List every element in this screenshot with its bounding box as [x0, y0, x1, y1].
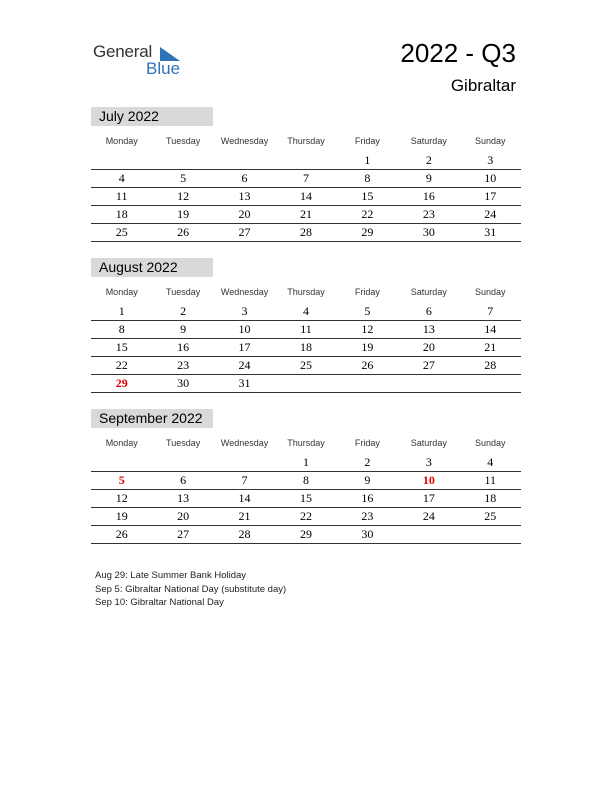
day-cell: 22	[361, 207, 374, 221]
day-cell: 24	[238, 358, 251, 372]
day-cell: 2	[425, 153, 432, 167]
weekday-label: Tuesday	[166, 135, 201, 146]
day-cell: 6	[180, 473, 187, 487]
month-title: August 2022	[91, 258, 213, 277]
day-cell: 27	[238, 225, 251, 239]
day-cell: 28	[484, 358, 497, 372]
day-cell: 29	[115, 376, 128, 390]
day-cell: 29	[299, 527, 312, 541]
day-cell: 17	[484, 189, 497, 203]
day-cell: 16	[177, 340, 190, 354]
holiday-note: Sep 5: Gibraltar National Day (substitute day)	[95, 583, 287, 595]
day-cell: 5	[364, 304, 371, 318]
week-row	[91, 357, 521, 375]
day-cell: 4	[302, 304, 309, 318]
weekday-header-row	[91, 129, 521, 152]
day-cell: 24	[422, 509, 435, 523]
week-row	[91, 454, 521, 472]
day-cell: 16	[361, 491, 374, 505]
weekday-label: Friday	[354, 437, 380, 448]
day-cell: 14	[484, 322, 497, 336]
day-cell: 11	[300, 322, 312, 336]
weekday-label: Monday	[105, 286, 138, 297]
week-row	[91, 526, 521, 544]
week-row	[91, 188, 521, 206]
day-cell: 12	[177, 189, 190, 203]
week-row	[91, 508, 521, 526]
weekday-label: Thursday	[287, 286, 325, 297]
day-cell: 15	[299, 491, 312, 505]
week-row	[91, 339, 521, 357]
week-row	[91, 490, 521, 508]
day-cell: 22	[299, 509, 312, 523]
day-cell: 1	[364, 153, 371, 167]
day-cell: 2	[180, 304, 187, 318]
day-cell: 23	[422, 207, 435, 221]
day-cell: 18	[484, 491, 497, 505]
week-row	[91, 152, 521, 170]
weekday-label: Sunday	[474, 286, 506, 297]
day-cell: 18	[115, 207, 128, 221]
day-cell: 4	[118, 171, 125, 185]
day-cell: 4	[487, 455, 494, 469]
day-cell: 8	[364, 171, 371, 185]
weekday-label: Monday	[105, 437, 138, 448]
day-cell: 1	[302, 455, 309, 469]
day-cell: 16	[422, 189, 435, 203]
holiday-note: Sep 10: Gibraltar National Day	[95, 597, 224, 608]
day-cell: 7	[241, 473, 248, 487]
day-cell: 20	[238, 207, 251, 221]
day-cell: 10	[484, 171, 497, 185]
day-cell: 5	[180, 171, 187, 185]
day-cell: 12	[115, 491, 128, 505]
day-cell: 29	[361, 225, 374, 239]
weekday-label: Monday	[105, 135, 138, 146]
day-cell: 24	[484, 207, 497, 221]
weekday-label: Tuesday	[166, 437, 201, 448]
weekday-label: Thursday	[287, 135, 325, 146]
week-row	[91, 170, 521, 188]
logo-text-blue: Blue	[146, 59, 181, 78]
day-cell: 1	[118, 304, 125, 318]
day-cell: 17	[238, 340, 251, 354]
weekday-label: Saturday	[410, 437, 447, 448]
weekday-label: Sunday	[474, 135, 506, 146]
week-row	[91, 303, 521, 321]
week-row	[91, 321, 521, 339]
weekday-label: Friday	[354, 135, 380, 146]
day-cell: 9	[364, 473, 371, 487]
day-cell: 31	[484, 225, 497, 239]
weekday-label: Friday	[354, 286, 380, 297]
weekday-label: Wednesday	[220, 286, 269, 297]
day-cell: 2	[364, 455, 371, 469]
day-cell: 9	[180, 322, 187, 336]
day-cell: 8	[302, 473, 309, 487]
day-cell: 11	[115, 189, 128, 203]
day-cell: 12	[361, 322, 374, 336]
page-subtitle: Gibraltar	[450, 76, 516, 95]
weekday-label: Wednesday	[220, 437, 269, 448]
day-cell: 27	[422, 358, 435, 372]
page-title: 2022 - Q3	[400, 38, 516, 68]
day-cell: 27	[177, 527, 190, 541]
day-cell: 7	[302, 171, 309, 185]
day-cell: 13	[422, 322, 435, 336]
day-cell: 17	[422, 491, 435, 505]
weekday-label: Thursday	[287, 437, 325, 448]
weekday-label: Sunday	[474, 437, 506, 448]
day-cell: 9	[425, 171, 432, 185]
day-cell: 6	[241, 171, 248, 185]
day-cell: 14	[238, 491, 251, 505]
day-cell: 20	[177, 509, 190, 523]
month-title: September 2022	[91, 409, 213, 428]
day-cell: 10	[238, 322, 251, 336]
day-cell: 19	[115, 509, 128, 523]
day-cell: 13	[238, 189, 251, 203]
day-cell: 25	[115, 225, 128, 239]
day-cell: 26	[115, 527, 128, 541]
logo-text-general: General	[93, 42, 153, 61]
month-title: July 2022	[91, 107, 213, 126]
day-cell: 18	[299, 340, 312, 354]
month-block	[91, 258, 521, 393]
week-row	[91, 375, 521, 393]
day-cell: 3	[425, 455, 432, 469]
day-cell: 15	[361, 189, 374, 203]
day-cell: 28	[299, 225, 312, 239]
week-row	[91, 224, 521, 242]
holiday-note: Aug 29: Late Summer Bank Holiday	[95, 570, 247, 581]
weekday-label: Saturday	[410, 135, 447, 146]
day-cell: 30	[422, 225, 435, 239]
day-cell: 11	[484, 473, 497, 487]
day-cell: 22	[115, 358, 128, 372]
week-row	[91, 472, 521, 490]
logo	[93, 42, 193, 80]
day-cell: 31	[238, 376, 251, 390]
day-cell: 14	[299, 189, 312, 203]
day-cell: 6	[425, 304, 432, 318]
day-cell: 23	[361, 509, 374, 523]
day-cell: 13	[177, 491, 190, 505]
weekday-label: Tuesday	[166, 286, 201, 297]
day-cell: 21	[299, 207, 312, 221]
weekday-label: Saturday	[410, 286, 447, 297]
day-cell: 21	[484, 340, 497, 354]
day-cell: 5	[118, 473, 125, 487]
day-cell: 7	[487, 304, 494, 318]
day-cell: 15	[115, 340, 128, 354]
day-cell: 30	[177, 376, 190, 390]
month-block	[91, 409, 521, 544]
day-cell: 26	[177, 225, 190, 239]
weekday-label: Wednesday	[220, 135, 269, 146]
day-cell: 20	[422, 340, 435, 354]
day-cell: 25	[299, 358, 312, 372]
day-cell: 10	[422, 473, 435, 487]
day-cell: 8	[118, 322, 125, 336]
day-cell: 21	[238, 509, 251, 523]
month-block	[91, 107, 521, 242]
day-cell: 19	[177, 207, 190, 221]
day-cell: 23	[177, 358, 190, 372]
day-cell: 30	[361, 527, 374, 541]
day-cell: 25	[484, 509, 497, 523]
day-cell: 19	[361, 340, 374, 354]
day-cell: 3	[487, 153, 494, 167]
weekday-header-row	[91, 280, 521, 303]
day-cell: 26	[361, 358, 374, 372]
day-cell: 3	[241, 304, 248, 318]
holiday-notes	[95, 569, 286, 610]
weekday-header-row	[91, 431, 521, 454]
week-row	[91, 206, 521, 224]
day-cell: 28	[238, 527, 251, 541]
